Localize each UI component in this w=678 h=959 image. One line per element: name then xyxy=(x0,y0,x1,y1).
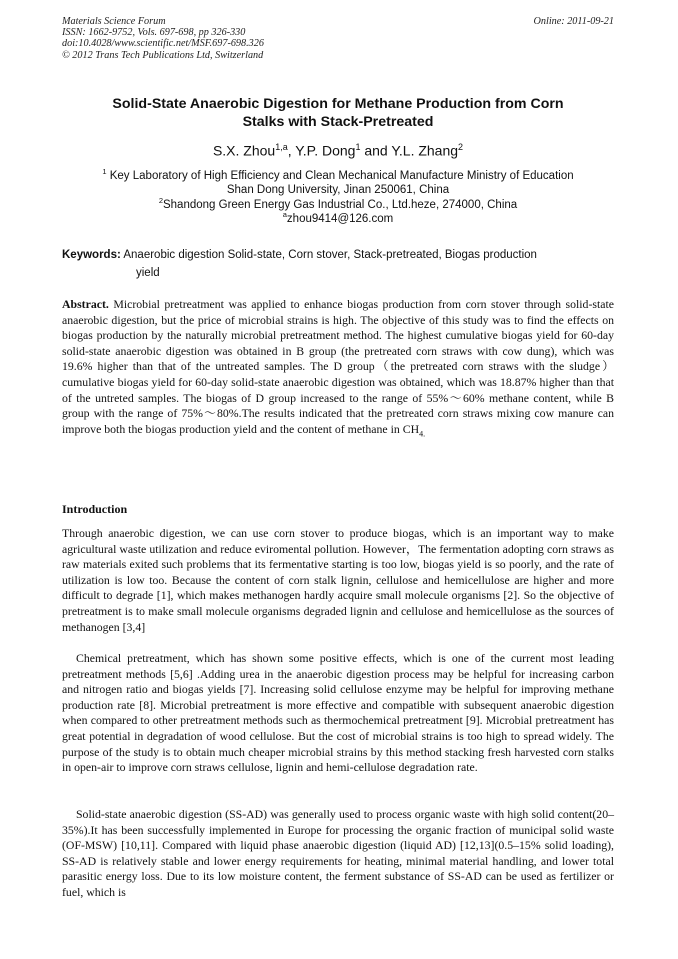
title-line-2: Stalks with Stack-Pretreated xyxy=(242,114,434,130)
abstract-label: Abstract. xyxy=(62,297,109,311)
intro-paragraph-3: Solid-state anaerobic digestion (SS-AD) was generally used to process organic waste with high solid content(20–35%).It has been successfully implemented in Europe for processing the organic fraction of municipal solid waste (OF-MSW) [10,11]. Compared with liquid phase anaerobic digestion (liquid AD) [12,13](0.5–15% solid loading), SS-AD is relatively stable and lower energy requirements for heating, minimal material handling, and lower total parasitic energy loss. Due to its low moisture content, the ferment substance of SS-AD can be used as fertilizer or fuel, which is xyxy=(62,807,614,899)
keywords-line-2: yield xyxy=(136,267,160,279)
keywords-line-1: Anaerobic digestion Solid-state, Corn stover, Stack-pretreated, Biogas production xyxy=(120,249,537,261)
author-3-sup: 2 xyxy=(458,142,464,152)
intro-paragraph-1: Through anaerobic digestion, we can use corn stover to produce biogas, which is an important way to make agricultural waste utilization and reduce eviromental pollution. However，The fermentation adopting corn straws as raw materials exited such problems that its fermentative starting is too low, biogas yield is so poorly, and the rate of utilization is low too. Because the content of corn stalk lignin, cellulose and hemicellulose are higher and more difficult to degrade [1], which makes methanogen hardly acquire small molecule organisms [2]. So the objective of pretreatment is to make small molecule organisms degraded lignin and cellulose and hemicellulose as the sources of methanogen [3,4] xyxy=(62,526,614,634)
affiliation-1-line-2: Shan Dong University, Jinan 250061, China xyxy=(226,184,450,197)
author-email xyxy=(62,208,614,226)
keywords-label: Keywords: xyxy=(62,249,121,261)
author-list xyxy=(62,138,614,160)
email-sup: a xyxy=(282,210,287,219)
abstract-text: Microbial pretreatment was applied to enhance biogas production from corn stover through solid-state anaerobic digestion, but the price of microbial strains is high. The objective of this study was to find the effects on biogas production by the naturally microbial pretreatment method. The highest cumulative biogas yield for 60-day solid-state anaerobic digestion was obtained in B group (the pretreated corn straws with cow dung), which was 19.6% higher than that of the untreated samples. The D group（the pretreated corn straws with the sludge）cumulative biogas yield for 60-day solid-state anaerobic digestion was obtained, which was 18.87% higher than that of the untreted samples. The biogas of D group increased to the range of 55%～60% methane content, while B group with the range of 75%～80%.The results indicated that the pretreated corn straws mixing cow manure can improve both the biogas production yield and the content of methane in CH xyxy=(62,297,614,436)
affiliation-1-line-1: Key Laboratory of High Efficiency and Clean Mechanical Manufacture Ministry of Education xyxy=(106,169,574,182)
intro-paragraph-2: Chemical pretreatment, which has shown some positive effects, which is one of the current most leading pretreatment methods [5,6] .Adding urea in the anaerobic digestion process may be helpful for increasing carbon and nitrogen ratio and biogas yields [7]. Increasing solid cellulose enzyme may be helpful for improving methane production rate [8]. Microbial pretreatment is more effective and compatible with subsequent anaerobic digestion when compared to other pretreatment methods such as thermochemical pretreatment [9]. Microbial pretreatment has great potential in degradation of wood cellulose. But the cost of microbial strains is too high to spread widely. The purpose of the study is to obtain much cheaper microbial strains by this method stacking fresh harvested corn stalks in open-air to improve corn straws cellulose, lignin and hemi-cellulose degradation rate. xyxy=(62,651,614,775)
abstract xyxy=(62,297,614,442)
title-line-1: Solid-State Anaerobic Digestion for Methane Production from Corn xyxy=(112,96,564,112)
affiliation-1-sup: 1 xyxy=(102,167,107,176)
author-2-sup: 1 xyxy=(355,142,361,152)
author-1: S.X. Zhou xyxy=(212,142,276,159)
doi-line: doi:10.4028/www.scientific.net/MSF.697-698.326 xyxy=(62,38,264,50)
section-heading-introduction: Introduction xyxy=(62,502,128,516)
online-date: Online: 2011-09-21 xyxy=(533,16,614,27)
abstract-subscript: 4. xyxy=(419,429,426,439)
affiliation-2-sup: 2 xyxy=(158,196,163,205)
paper-title xyxy=(62,95,614,131)
author-3: and Y.L. Zhang xyxy=(360,142,459,159)
email-address: zhou9414@126.com xyxy=(286,212,394,225)
author-1-sup: 1,a xyxy=(275,142,288,152)
journal-header xyxy=(62,16,482,61)
author-2: , Y.P. Dong xyxy=(287,142,356,159)
keywords xyxy=(62,246,614,282)
journal-name: Materials Science Forum xyxy=(62,16,166,27)
issn-line: ISSN: 1662-9752, Vols. 697-698, pp 326-330 xyxy=(62,27,246,39)
copyright-line: © 2012 Trans Tech Publications Ltd, Switzerland xyxy=(62,49,264,61)
affiliation-2-line: Shandong Green Energy Gas Industrial Co., Ltd.heze, 274000, China xyxy=(162,198,518,211)
